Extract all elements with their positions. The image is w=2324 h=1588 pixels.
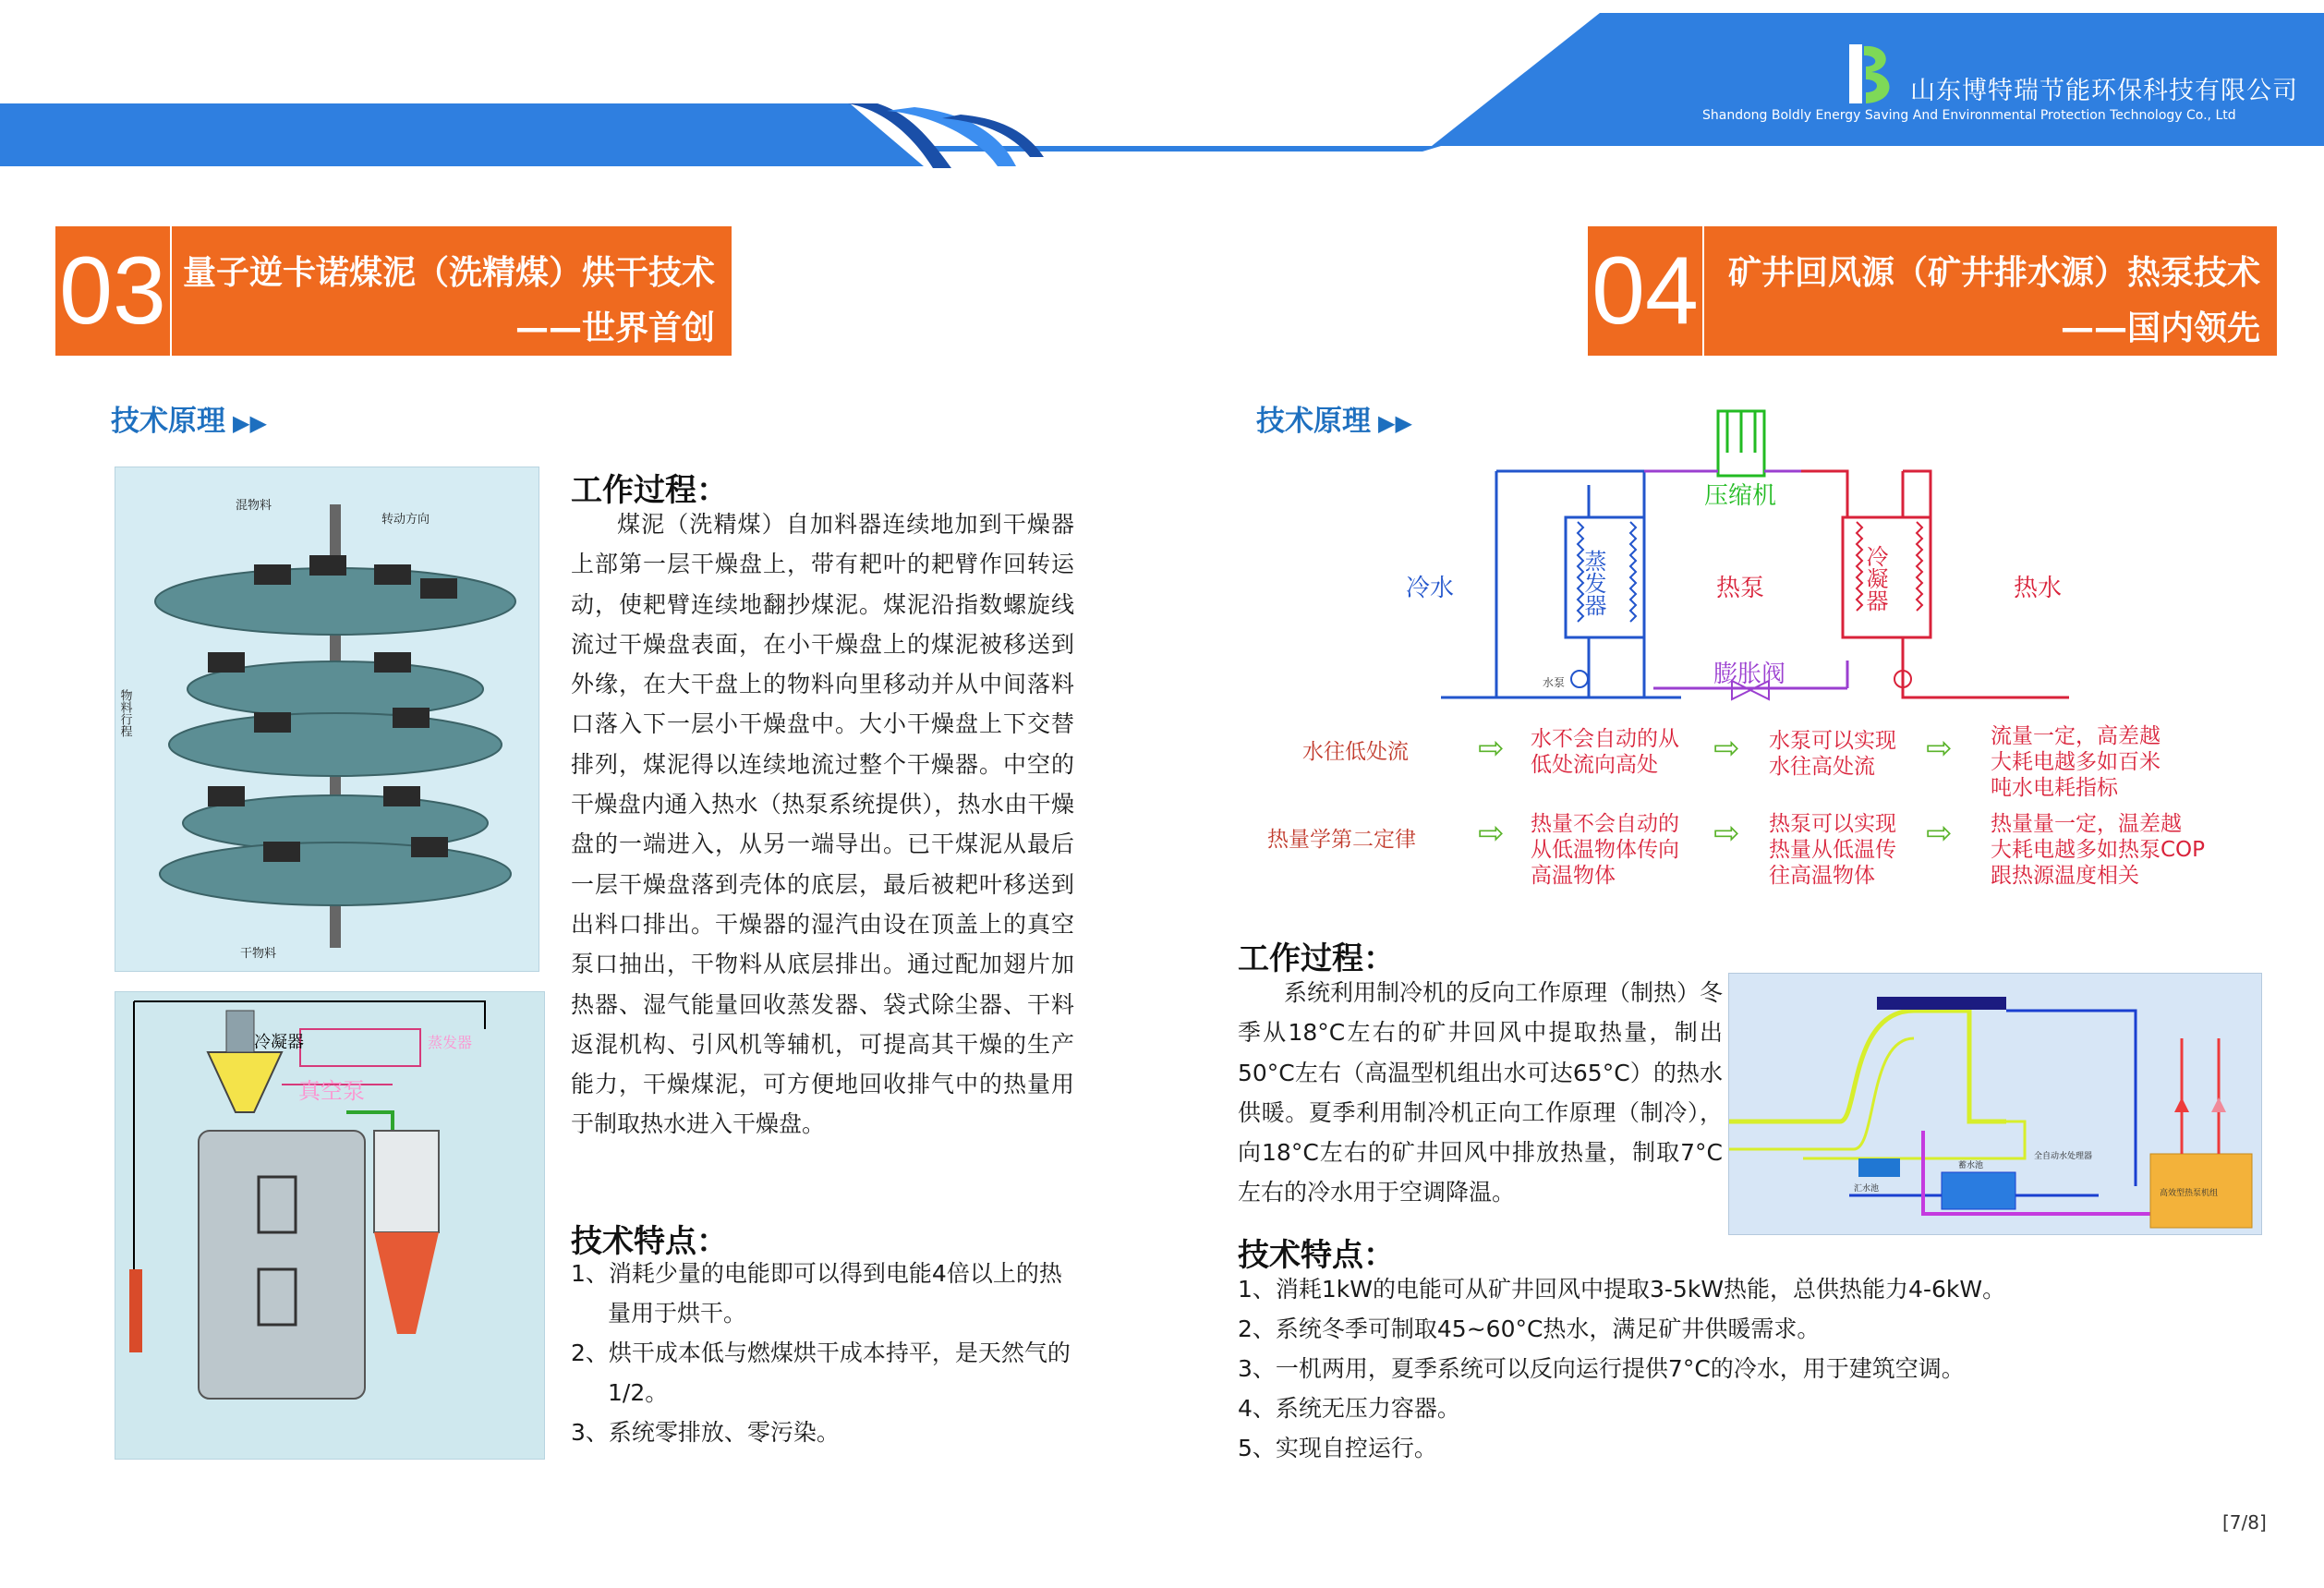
company-name-cn: 山东博特瑞节能环保科技有限公司 <box>1910 77 2298 105</box>
reservoir-label: 蓄水池 <box>1958 1161 1984 1170</box>
dry-material-label: 干物料 <box>240 947 277 961</box>
analogy-row-2-head: 热量学第二定律 <box>1267 828 1416 852</box>
evaporator-label: 蒸发器 <box>1580 550 1606 616</box>
work-process-text: 煤泥（洗精煤）自加料器连续地加到干燥器上部第一层干燥盘上，带有耙叶的耙臂作回转运动，使耙臂连续地翻抄煤泥。煤泥沿指数螺旋线流过干燥盘表面，在小干燥盘上的煤泥被移送到外缘，在大干盘上的物料向里移动并从中间落料口落入下一层小干燥盘中。大小干燥盘上下交替排列，煤泥得以连续地流过整个干燥器。中空的干燥盘内通入热水（热泵系统提供），热水由干燥盘的一端进入，从另一端导出。已干煤泥从最后一层干燥盘落到壳体的底层，最后被耙叶移送到出料口排出。干燥器的湿汽由设在顶盖上的真空泵口抽出，干物料从底层排出。通过配加翅片加热器、湿气能量回收蒸发器、袋式除尘器、干料返混机构、引风机等辅机，可提高其干燥的生产能力，干燥煤泥，可方便地回收排气中的热量用于制取热水进入干燥盘。 <box>571 511 1074 1138</box>
section-number: 03 <box>55 226 172 356</box>
unit-label: 高效型热泵机组 <box>2160 1189 2219 1198</box>
condenser-label: 冷凝器 <box>254 1033 304 1052</box>
dryer-drawing <box>115 467 539 971</box>
company-name-en: Shandong Boldly Energy Saving And Environmental Protection Technology Co., Ltd <box>1702 108 2236 123</box>
double-arrow-icon: ▶▶ <box>233 409 267 436</box>
condenser-label: 冷凝器 <box>1862 545 1888 612</box>
analogy-row-1-head: 水往低处流 <box>1302 740 1409 764</box>
list-item: 1、消耗1kW的电能可从矿井回风中提取3-5kW热能，总供热能力4-6kW。 <box>1238 1276 2006 1303</box>
dryer-illustration <box>115 467 539 972</box>
work-process-title: 工作过程： <box>571 472 728 509</box>
expansion-valve-label: 膨胀阀 <box>1713 661 1786 688</box>
principle-heading <box>111 397 267 439</box>
list-item: 5、实现自控运行。 <box>1238 1435 1437 1461</box>
features-title: 技术特点： <box>1238 1237 1395 1274</box>
list-item: 2、系统冬季可制取45~60°C热水，满足矿井供暖需求。 <box>1238 1315 1821 1342</box>
treatment-label: 全自动水处理器 <box>2034 1152 2093 1161</box>
principle-label: 技术原理 <box>1256 405 1371 438</box>
section-subtitle: ——世界首创 <box>514 309 715 347</box>
features-title: 技术特点： <box>571 1223 728 1260</box>
green-arrow-icon: ⇨ <box>1478 815 1505 852</box>
system-drawing <box>115 992 544 1459</box>
analogy-table <box>1261 719 2258 903</box>
green-arrow-icon: ⇨ <box>1926 815 1953 852</box>
green-arrow-icon: ⇨ <box>1926 730 1953 767</box>
green-arrow-icon: ⇨ <box>1478 730 1505 767</box>
heat-pump-label: 热泵 <box>1716 575 1765 602</box>
features-list <box>571 1254 1074 1452</box>
hot-water-label: 热水 <box>2014 575 2063 602</box>
analogy-row-2-col-1: 热量不会自动的 从低温物体传向 高温物体 <box>1531 812 1679 888</box>
work-process-title: 工作过程： <box>1238 940 1395 977</box>
analogy-row-1-col-3: 流量一定，高差越 大耗电越多如百米 吨水电耗指标 <box>1991 724 2161 800</box>
rotation-label: 转动方向 <box>381 513 430 527</box>
cold-water-label: 冷水 <box>1406 575 1455 602</box>
br-logo-icon <box>1842 41 1899 107</box>
features-list <box>1238 1269 2005 1468</box>
heat-pump-diagram <box>1386 402 2106 716</box>
section-03-header <box>55 226 732 356</box>
analogy-row-1-col-2: 水泵可以实现 水往高处流 <box>1769 729 1896 779</box>
analogy-row-2-col-3: 热量量一定，温差越 大耗电越多如热泵COP 跟热源温度相关 <box>1991 812 2206 888</box>
collector-label: 汇水池 <box>1854 1184 1880 1194</box>
section-title: 矿井回风源（矿井排水源）热泵技术 <box>1727 254 2260 292</box>
mine-drawing <box>1729 974 2261 1234</box>
section-subtitle: ——国内领先 <box>2060 309 2260 347</box>
section-04-header <box>1588 226 2277 356</box>
mine-system-schematic <box>1728 973 2262 1235</box>
page-number: [7/8] <box>2222 1511 2267 1533</box>
list-item: 4、系统无压力容器。 <box>1238 1395 1460 1422</box>
material-travel-label: 物料行程 <box>117 689 132 737</box>
principle-label: 技术原理 <box>111 405 225 438</box>
list-item: 2、烘干成本低与燃煤烘干成本持平，是天然气的1/2。 <box>571 1339 1071 1406</box>
mixed-material-label: 混物料 <box>236 499 272 513</box>
green-arrow-icon: ⇨ <box>1713 815 1740 852</box>
section-number: 04 <box>1588 226 1704 356</box>
analogy-row-2-col-2: 热泵可以实现 热量从低温传 往高温物体 <box>1769 812 1896 888</box>
drying-system-schematic <box>115 991 545 1460</box>
vacuum-pump-label: 真空泵 <box>298 1078 365 1104</box>
double-arrow-icon: ▶▶ <box>1378 409 1412 436</box>
section-title: 量子逆卡诺煤泥（洗精煤）烘干技术 <box>182 254 715 292</box>
green-arrow-icon: ⇨ <box>1713 730 1740 767</box>
list-item: 3、一机两用，夏季系统可以反向运行提供7°C的冷水，用于建筑空调。 <box>1238 1355 1965 1382</box>
pump-label: 水泵 <box>1543 676 1566 689</box>
list-item: 1、消耗少量的电能即可以得到电能4倍以上的热量用于烘干。 <box>571 1260 1062 1327</box>
list-item: 3、系统零排放、零污染。 <box>571 1419 840 1446</box>
analogy-row-1-col-1: 水不会自动的从 低处流向高处 <box>1531 727 1679 777</box>
compressor-label: 压缩机 <box>1704 482 1777 510</box>
work-process-text: 系统利用制冷机的反向工作原理（制热）冬季从18°C左右的矿井回风中提取热量，制出50°C左右（高温型机组出水可达65°C）的热水供暖。夏季利用制冷机正向工作原理（制冷），向18°C左右的矿井回风中排放热量，制取7°C左右的冷水用于空调降温。 <box>1238 979 1724 1206</box>
evaporator-label: 蒸发器 <box>428 1034 473 1051</box>
